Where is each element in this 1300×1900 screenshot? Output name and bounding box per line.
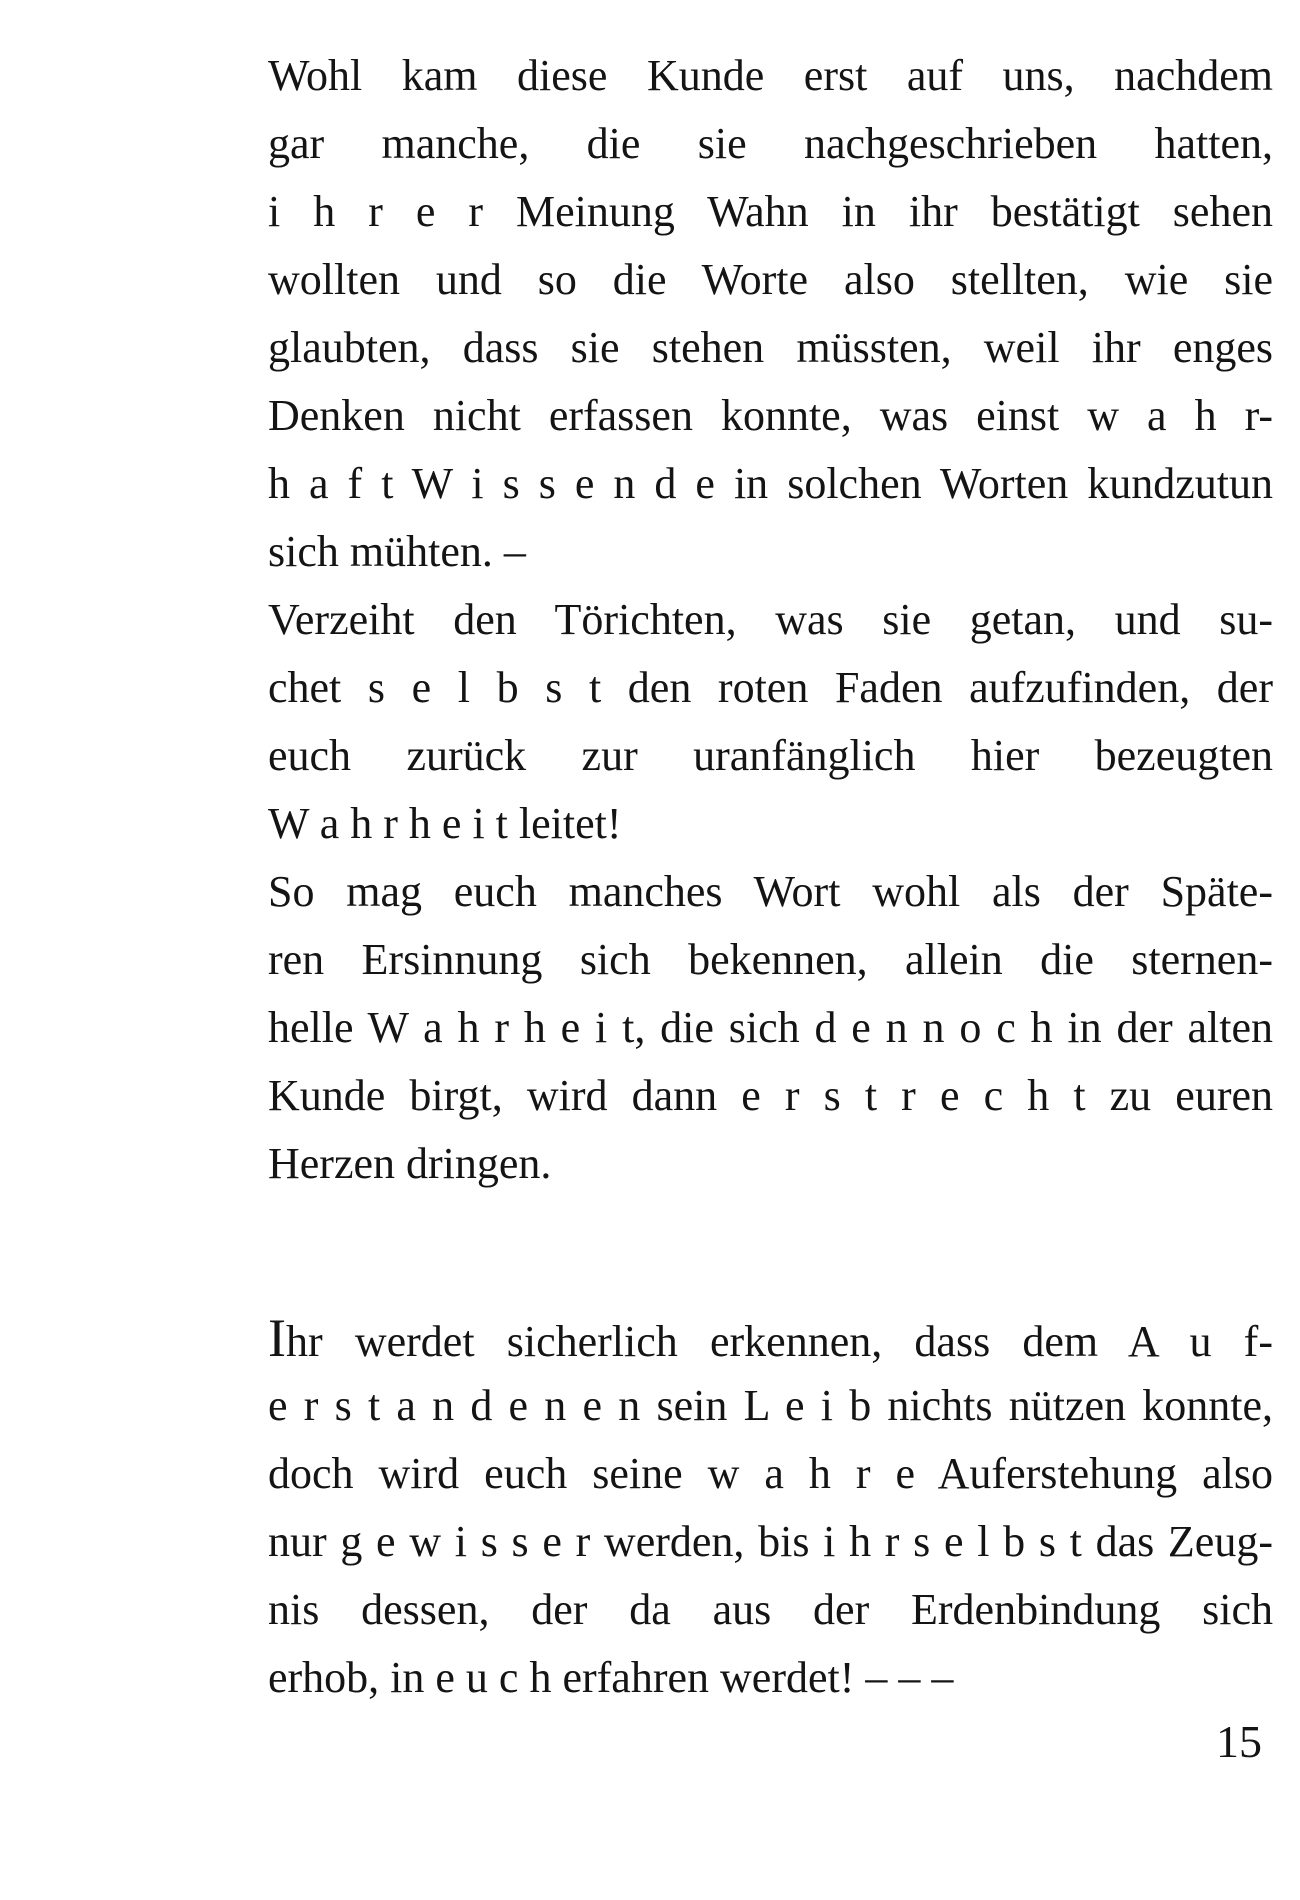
text-line: Denken nicht erfassen konnte, was einst w a h r- [268, 391, 1273, 440]
text-line: euch zurück zur uranfänglich hier bezeugten [268, 731, 1273, 780]
text-line: e r s t a n d e n e n sein L e i b nichts nützen konnte, [268, 1381, 1273, 1430]
text-line-with-initial [268, 1304, 1273, 1372]
text-line: nis dessen, der da aus der Erdenbindung sich [268, 1585, 1273, 1634]
initial-letter: I [268, 1308, 286, 1368]
text-line: sich mühten. – [268, 527, 526, 576]
text-line: ren Ersinnung sich bekennen, allein die sternen- [268, 935, 1273, 984]
text-line: gar manche, die sie nachgeschrieben hatten, [268, 119, 1273, 168]
text-line: erhob, in e u c h erfahren werdet! – – – [268, 1653, 954, 1702]
text-line: h a f t W i s s e n d e in solchen Worten kundzutun [268, 459, 1273, 508]
text-line: Herzen dringen. [268, 1139, 552, 1188]
text-line: So mag euch manches Wort wohl als der Späte- [268, 867, 1273, 916]
text-line: Verzeiht den Törichten, was sie getan, und su- [268, 595, 1273, 644]
page-number: 15 [1216, 1716, 1262, 1767]
text-line: wollten und so die Worte also stellten, wie sie [268, 255, 1273, 304]
text-line: glaubten, dass sie stehen müssten, weil ihr enges [268, 323, 1273, 372]
text-line: chet s e l b s t den roten Faden aufzufinden, der [268, 663, 1273, 712]
text-line: doch wird euch seine w a h r e Auferstehung also [268, 1449, 1273, 1498]
text-line: helle W a h r h e i t, die sich d e n n o c h in der alten [268, 1003, 1273, 1052]
text-line: nur g e w i s s e r werden, bis i h r s e l b s t das Zeug- [268, 1517, 1273, 1566]
text-line: Kunde birgt, wird dann e r s t r e c h t zu euren [268, 1071, 1273, 1120]
text-line: i h r e r Meinung Wahn in ihr bestätigt sehen [268, 187, 1273, 236]
text-line: W a h r h e i t leitet! [268, 799, 622, 848]
text-line: Wohl kam diese Kunde erst auf uns, nachdem [268, 51, 1273, 100]
text-line: hr werdet sicherlich erkennen, dass dem A u f- [285, 1317, 1273, 1366]
